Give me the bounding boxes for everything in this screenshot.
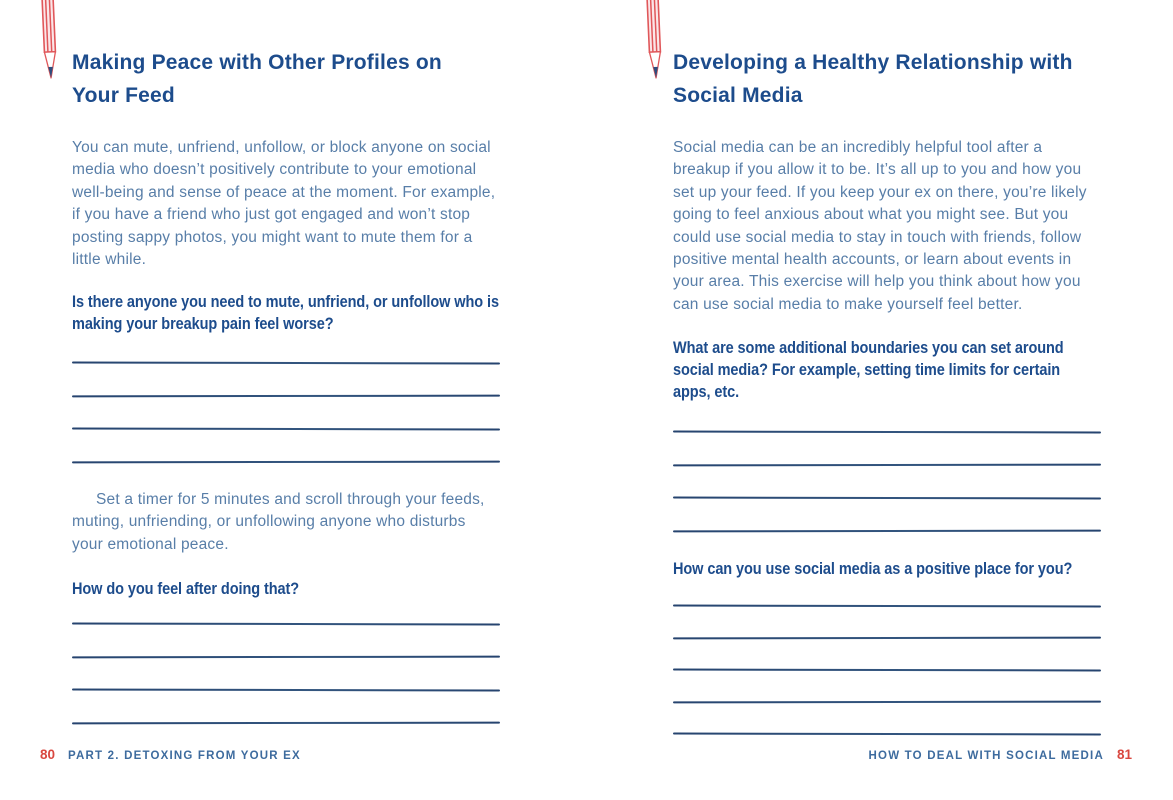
page-footer — [869, 747, 1132, 762]
question-prompt: How can you use social media as a positive place for you? — [673, 559, 1073, 578]
page-content — [72, 0, 500, 724]
writing-lines-group — [72, 362, 500, 463]
page-content — [673, 0, 1101, 735]
page-left — [0, 0, 586, 800]
writing-line — [673, 637, 1101, 640]
writing-line — [72, 395, 500, 398]
section-label: PART 2. DETOXING FROM YOUR EX — [68, 750, 301, 762]
page-number: 80 — [40, 747, 56, 762]
question-prompt: What are some additional boundaries you can set around social media? For example, setting time limits for certain apps, etc. — [673, 339, 1064, 401]
writing-line — [673, 669, 1101, 672]
intro-paragraph: Social media can be an incredibly helpful tool after a breakup if you allow it to be. It’s all up to you and how you set up your feed. If you keep your ex on there, you’re likely going to feel anxious about what you might see. But you could use social media to stay in touch with friends, follow positive mental health accounts, or learn about events in your area. This exercise will help you think about how you can use social media to make yourself feel better. — [673, 139, 1087, 313]
writing-line — [72, 656, 500, 659]
writing-line — [673, 701, 1101, 704]
section-label: HOW TO DEAL WITH SOCIAL MEDIA — [868, 750, 1104, 762]
writing-line — [673, 733, 1101, 736]
writing-line — [673, 529, 1101, 532]
writing-lines-group — [72, 623, 500, 724]
writing-line — [673, 605, 1101, 608]
writing-line — [72, 362, 500, 365]
writing-line — [72, 623, 500, 626]
exercise-paragraph: Set a timer for 5 minutes and scroll through your feeds, muting, unfriending, or unfollowing anyone who disturbs your emotional peace. — [72, 491, 485, 553]
page-footer — [40, 747, 301, 762]
pencil-icon — [638, 0, 668, 84]
writing-line — [72, 461, 500, 464]
question-prompt: How do you feel after doing that? — [72, 580, 299, 599]
writing-line — [673, 463, 1101, 466]
writing-line — [72, 428, 500, 431]
writing-line — [72, 689, 500, 692]
writing-lines-group — [673, 605, 1101, 735]
pencil-icon — [33, 0, 63, 84]
writing-line — [72, 722, 500, 725]
page-title: Making Peace with Other Profiles on Your Feed — [72, 51, 442, 107]
writing-lines-group — [673, 431, 1101, 532]
page-right — [586, 0, 1173, 800]
page-title: Developing a Healthy Relationship with Social Media — [673, 51, 1073, 107]
intro-paragraph: You can mute, unfriend, unfollow, or block anyone on social media who doesn’t positively contribute to your emotional well-being and sense of peace at the moment. For example, if you have a friend who just got engaged and won’t stop posting sappy photos, you might want to mute them for a little while. — [72, 139, 496, 269]
writing-line — [673, 496, 1101, 499]
writing-line — [673, 430, 1101, 433]
question-prompt: Is there anyone you need to mute, unfriend, or unfollow who is making your breakup pain feel worse? — [72, 293, 499, 334]
page-number: 81 — [1116, 747, 1132, 762]
